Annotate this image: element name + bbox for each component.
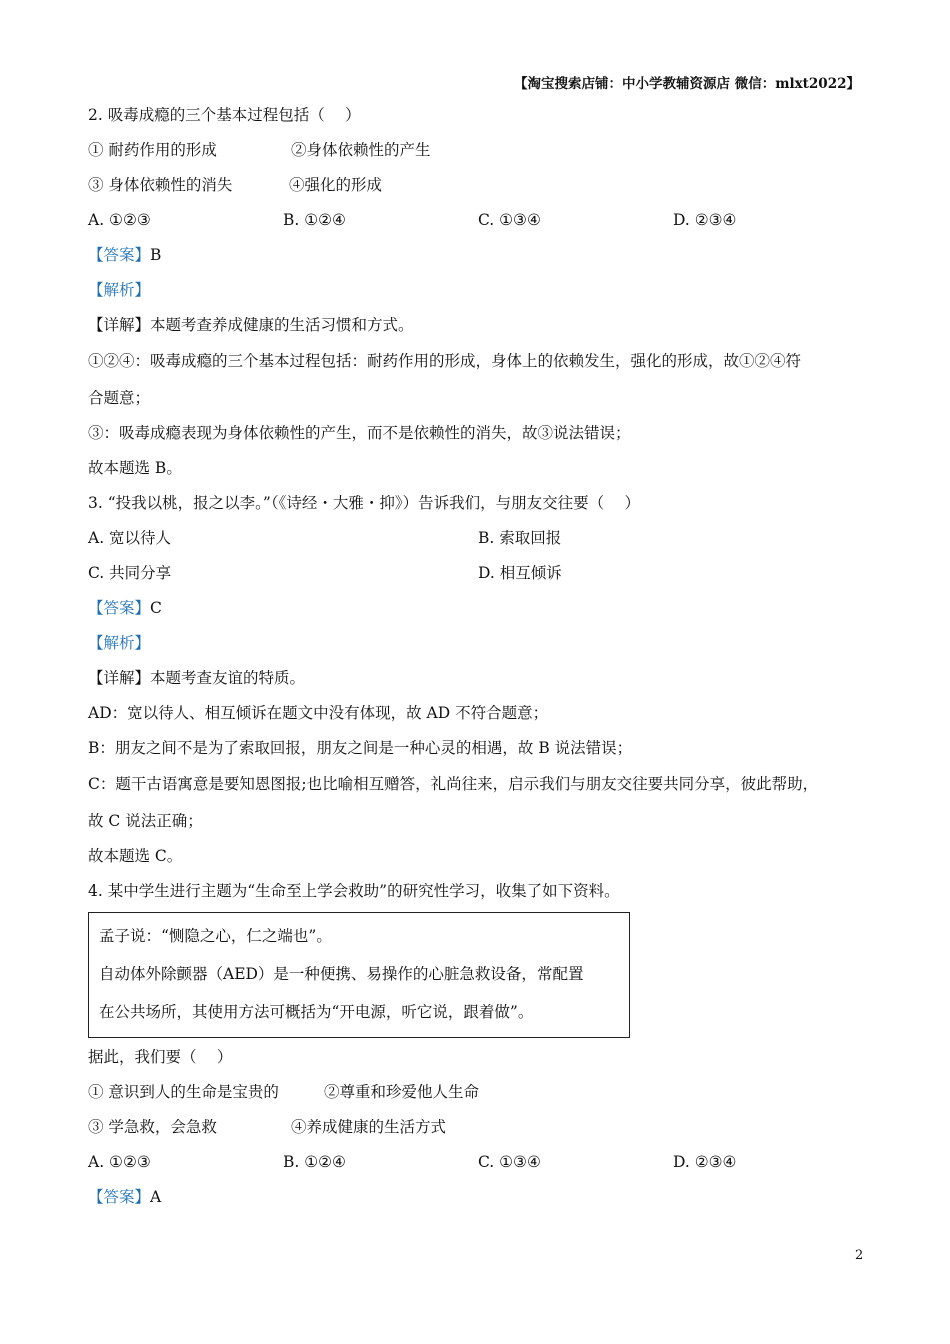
q2-item-2: ②身体依赖性的产生 bbox=[291, 141, 431, 159]
q2-item-3: ③ 身体依赖性的消失 bbox=[88, 176, 233, 194]
q4-material-box bbox=[88, 912, 630, 1038]
q3-explanation-line: C：题干古语寓意是要知恩图报;也比喻相互赠答，礼尚往来，启示我们与朋友交往要共同分享，彼此帮助， bbox=[88, 775, 819, 793]
q3-option-b: B. 索取回报 bbox=[478, 529, 562, 547]
q2-option-c: C. ①③④ bbox=[478, 211, 541, 229]
q4-material-line: 自动体外除颤器（AED）是一种便携、易操作的心脏急救设备，常配置 bbox=[99, 965, 584, 983]
detail-tag: 【详解】 bbox=[88, 316, 151, 334]
q2-item-1: ① 耐药作用的形成 bbox=[88, 141, 217, 159]
q2-stem: 2. 吸毒成瘾的三个基本过程包括（ ） bbox=[88, 106, 361, 124]
q2-item-4: ④强化的形成 bbox=[289, 176, 383, 194]
detail-tag: 【详解】 bbox=[88, 669, 151, 687]
q4-material-line: 孟子说：“恻隐之心，仁之端也”。 bbox=[99, 927, 332, 945]
q4-option-c: C. ①③④ bbox=[478, 1153, 541, 1171]
q4-prompt: 据此，我们要（ ） bbox=[88, 1048, 233, 1066]
q2-option-b: B. ①②④ bbox=[283, 211, 346, 229]
q2-analysis-tag: 【解析】 bbox=[88, 281, 151, 299]
q3-explanation-line: 故本题选 C。 bbox=[88, 847, 183, 865]
q3-options-row-2 bbox=[88, 556, 868, 591]
q4-item-1: ① 意识到人的生命是宝贵的 bbox=[88, 1083, 279, 1101]
answer-tag: 【答案】 bbox=[88, 246, 151, 264]
answer-tag: 【答案】 bbox=[88, 1188, 151, 1206]
q2-explanation-line: ③：吸毒成瘾表现为身体依赖性的产生，而不是依赖性的消失，故③说法错误； bbox=[88, 424, 631, 442]
q2-explanation-line: 故本题选 B。 bbox=[88, 459, 182, 477]
q3-option-c: C. 共同分享 bbox=[88, 564, 172, 582]
q3-explanation-line: 故 C 说法正确； bbox=[88, 811, 203, 830]
q3-stem: 3. “投我以桃，报之以李。”（《诗经・大雅・抑》）告诉我们，与朋友交往要（ ） bbox=[88, 494, 640, 512]
q4-option-b: B. ①②④ bbox=[283, 1153, 346, 1171]
answer-value: B bbox=[150, 246, 162, 264]
detail-text: 本题考查养成健康的生活习惯和方式。 bbox=[150, 316, 414, 334]
q2-option-d: D. ②③④ bbox=[673, 211, 737, 229]
q4-item-4: ④养成健康的生活方式 bbox=[291, 1118, 447, 1136]
q4-items-row-2 bbox=[88, 1110, 868, 1145]
q3-detail bbox=[88, 661, 868, 696]
q2-options bbox=[88, 203, 868, 238]
q3-answer bbox=[88, 591, 868, 626]
q3-explanation-line: AD：宽以待人、相互倾诉在题文中没有体现，故 AD 不符合题意； bbox=[88, 704, 549, 722]
q4-items-row-1 bbox=[88, 1075, 868, 1110]
q4-item-3: ③ 学急救，会急救 bbox=[88, 1118, 217, 1136]
answer-tag: 【答案】 bbox=[88, 599, 151, 617]
q3-option-a: A. 宽以待人 bbox=[88, 529, 172, 547]
q3-analysis-tag: 【解析】 bbox=[88, 634, 151, 652]
q4-item-2: ②尊重和珍爱他人生命 bbox=[324, 1083, 480, 1101]
q4-option-a: A. ①②③ bbox=[88, 1153, 151, 1171]
answer-value: A bbox=[150, 1188, 162, 1206]
page-number: 2 bbox=[855, 1248, 864, 1263]
q2-items-row-2 bbox=[88, 168, 868, 203]
page-header: 【淘宝搜索店铺：中小学教辅资源店 微信：mlxt2022】 bbox=[514, 76, 860, 92]
q3-options-row-1 bbox=[88, 521, 868, 556]
q2-items-row-1 bbox=[88, 133, 868, 168]
q2-option-a: A. ①②③ bbox=[88, 211, 151, 229]
q4-answer bbox=[88, 1180, 868, 1215]
q4-stem: 4. 某中学生进行主题为“生命至上学会救助”的研究性学习，收集了如下资料。 bbox=[88, 882, 620, 900]
q3-explanation-line: B：朋友之间不是为了索取回报，朋友之间是一种心灵的相遇，故 B 说法错误； bbox=[88, 739, 633, 757]
document-body bbox=[88, 98, 868, 1215]
q4-options bbox=[88, 1145, 868, 1180]
q3-option-d: D. 相互倾诉 bbox=[478, 564, 562, 582]
q2-answer bbox=[88, 238, 868, 273]
answer-value: C bbox=[150, 599, 162, 617]
q4-material-line: 在公共场所，其使用方法可概括为“开电源，听它说，跟着做”。 bbox=[99, 1003, 534, 1021]
q4-option-d: D. ②③④ bbox=[673, 1153, 737, 1171]
q2-detail bbox=[88, 308, 868, 343]
q2-explanation-line: 合题意； bbox=[88, 388, 151, 407]
q2-explanation-line: ①②④：吸毒成瘾的三个基本过程包括：耐药作用的形成，身体上的依赖发生，强化的形成，故①②④符 bbox=[88, 352, 802, 370]
detail-text: 本题考查友谊的特质。 bbox=[150, 669, 306, 687]
